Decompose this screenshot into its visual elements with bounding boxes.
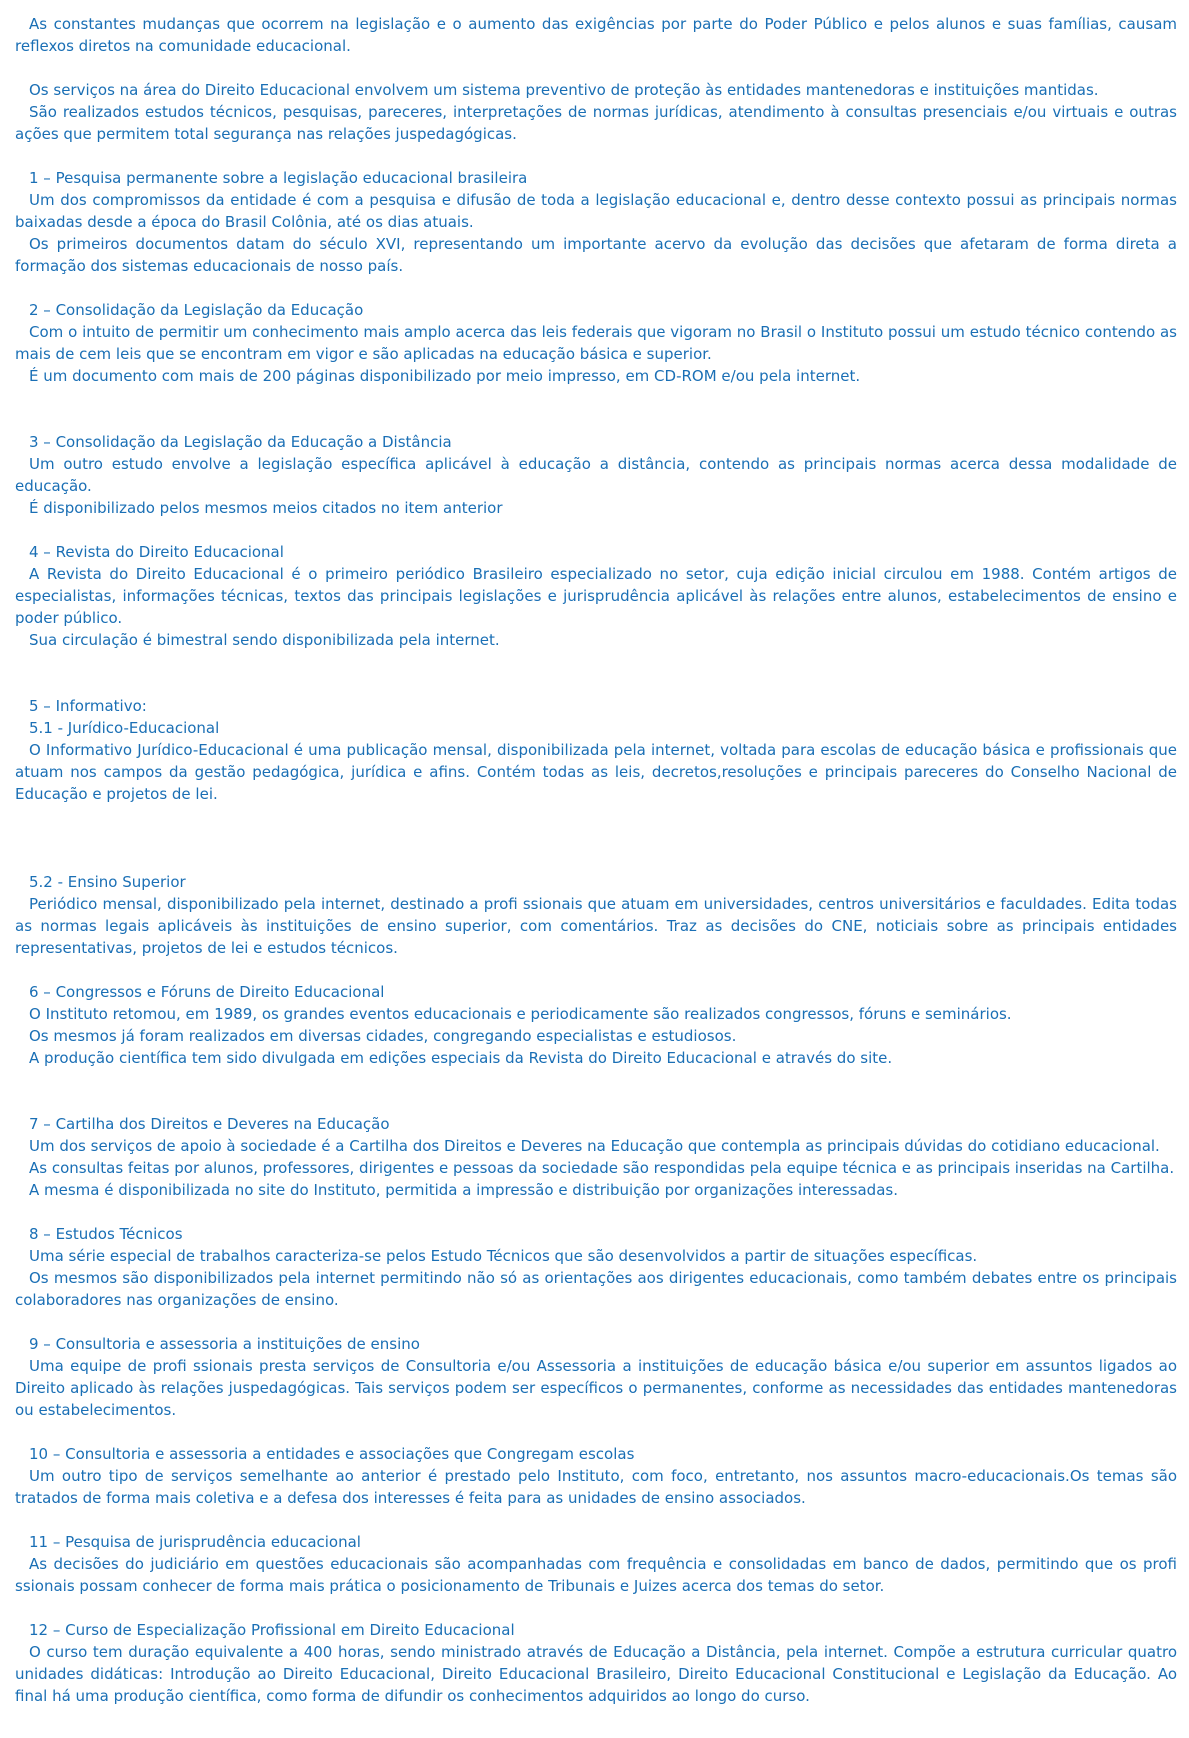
section-7-title: 7 – Cartilha dos Direitos e Deveres na Educação — [29, 1115, 390, 1133]
section-5-1-title: 5.1 - Jurídico-Educacional — [29, 719, 220, 737]
section-10-paragraph-1: Um outro tipo de serviços semelhante ao anterior é prestado pelo Instituto, com foco, entretanto, nos assuntos macro-educacionais.Os temas são tratados de forma mais coletiva e a defesa dos interesses é feita para as unidades de ensino associados. — [15, 1467, 1177, 1507]
section-1-paragraph-1: Um dos compromissos da entidade é com a pesquisa e difusão de toda a legislação educacional e, dentro desse contexto possui as principais normas baixadas desde a época do Brasil Colônia, até os dias atuais. — [15, 191, 1177, 231]
section-5-2-paragraph-1: Periódico mensal, disponibilizado pela internet, destinado a profi ssionais que atuam em universidades, centros universitários e faculdades. Edita todas as normas legais aplicáveis às instituições de ensino superior, com comentários. Traz as decisões do CNE, noticiais sobre as principais entidades representativas, projetos de lei e estudos técnicos. — [15, 895, 1177, 957]
section-9-title: 9 – Consultoria e assessoria a instituições de ensino — [29, 1335, 420, 1353]
section-7-paragraph-1: Um dos serviços de apoio à sociedade é a Cartilha dos Direitos e Deveres na Educação que contempla as principais dúvidas do cotidiano educacional. — [29, 1137, 1160, 1155]
section-3-paragraph-2: É disponibilizado pelos mesmos meios citados no item anterior — [29, 499, 503, 517]
section-5-1-paragraph-1: O Informativo Jurídico-Educacional é uma publicação mensal, disponibilizada pela internet, voltada para escolas de educação básica e profissionais que atuam nos campos da gestão pedagógica, jurídica e afins. Contém todas as leis, decretos,resoluções e principais pareceres do Conselho Nacional de Educação e projetos de lei. — [15, 741, 1177, 803]
section-6-paragraph-1: O Instituto retomou, em 1989, os grandes eventos educacionais e periodicamente são realizados congressos, fóruns e seminários. — [29, 1005, 1012, 1023]
section-4-paragraph-1: A Revista do Direito Educacional é o primeiro periódico Brasileiro especializado no setor, cuja edição inicial circulou em 1988. Contém artigos de especialistas, informações técnicas, textos das principais legislações e jurisprudência aplicável às relações entre alunos, estabelecimentos de ensino e poder público. — [15, 565, 1177, 627]
intro-paragraph-2: Os serviços na área do Direito Educacional envolvem um sistema preventivo de proteção às entidades mantenedoras e instituições mantidas. — [29, 81, 1099, 99]
section-12-paragraph-1: O curso tem duração equivalente a 400 horas, sendo ministrado através de Educação a Distância, pela internet. Compõe a estrutura curricular quatro unidades didáticas: Introdução ao Direito Educacional, Direito Educacional Brasileiro, Direito Educacional Constitucional e Legislação da Educação. Ao final há uma produção científica, como forma de difundir os conhecimentos adquiridos ao longo do curso. — [15, 1643, 1177, 1705]
intro-paragraph-1: As constantes mudanças que ocorrem na legislação e o aumento das exigências por parte do Poder Público e pelos alunos e suas famílias, causam reflexos diretos na comunidade educacional. — [15, 15, 1177, 55]
section-10-title: 10 – Consultoria e assessoria a entidades e associações que Congregam escolas — [29, 1445, 635, 1463]
section-6-title: 6 – Congressos e Fóruns de Direito Educacional — [29, 983, 385, 1001]
section-8-title: 8 – Estudos Técnicos — [29, 1225, 183, 1243]
section-2-paragraph-1: Com o intuito de permitir um conhecimento mais amplo acerca das leis federais que vigoram no Brasil o Instituto possui um estudo técnico contendo as mais de cem leis que se encontram em vigor e são aplicadas na educação básica e superior. — [15, 323, 1177, 363]
section-11-title: 11 – Pesquisa de jurisprudência educacional — [29, 1533, 361, 1551]
section-9-paragraph-1: Uma equipe de profi ssionais presta serviços de Consultoria e/ou Assessoria a instituições de educação básica e/ou superior em assuntos ligados ao Direito aplicado às relações juspedagógicas. Tais serviços podem ser específicos o permanentes, conforme as necessidades das entidades mantenedoras ou estabelecimentos. — [15, 1357, 1177, 1419]
section-4-title: 4 – Revista do Direito Educacional — [29, 543, 284, 561]
section-3-title: 3 – Consolidação da Legislação da Educação a Distância — [29, 433, 452, 451]
section-8-paragraph-1: Uma série especial de trabalhos caracteriza-se pelos Estudo Técnicos que são desenvolvidos a partir de situações específicas. — [29, 1247, 978, 1265]
section-5-2-title: 5.2 - Ensino Superior — [29, 873, 186, 891]
section-3-paragraph-1: Um outro estudo envolve a legislação específica aplicável à educação a distância, contendo as principais normas acerca dessa modalidade de educação. — [15, 455, 1177, 495]
section-7-paragraph-3: A mesma é disponibilizada no site do Instituto, permitida a impressão e distribuição por organizações interessadas. — [29, 1181, 898, 1199]
section-11-paragraph-1: As decisões do judiciário em questões educacionais são acompanhadas com frequência e consolidadas em banco de dados, permitindo que os profi ssionais possam conhecer de forma mais prática o posicionamento de Tribunais e Juizes acerca dos temas do setor. — [15, 1555, 1177, 1595]
section-7-paragraph-2: As consultas feitas por alunos, professores, dirigentes e pessoas da sociedade são respondidas pela equipe técnica e as principais inseridas na Cartilha. — [29, 1159, 1175, 1177]
section-6-paragraph-2: Os mesmos já foram realizados em diversas cidades, congregando especialistas e estudiosos. — [29, 1027, 737, 1045]
section-6-paragraph-3: A produção científica tem sido divulgada em edições especiais da Revista do Direito Educacional e através do site. — [29, 1049, 893, 1067]
section-2-paragraph-2: É um documento com mais de 200 páginas disponibilizado por meio impresso, em CD-ROM e/ou pela internet. — [29, 367, 861, 385]
section-8-paragraph-2: Os mesmos são disponibilizados pela internet permitindo não só as orientações aos dirigentes educacionais, como também debates entre os principais colaboradores nas organizações de ensino. — [15, 1269, 1177, 1309]
intro-paragraph-3: São realizados estudos técnicos, pesquisas, pareceres, interpretações de normas jurídicas, atendimento à consultas presenciais e/ou virtuais e outras ações que permitem total segurança nas relações juspedagógicas. — [15, 103, 1177, 143]
section-1-paragraph-2: Os primeiros documentos datam do século XVI, representando um importante acervo da evolução das decisões que afetaram de forma direta a formação dos sistemas educacionais de nosso país. — [15, 235, 1177, 275]
section-5-title: 5 – Informativo: — [29, 697, 147, 715]
section-4-paragraph-2: Sua circulação é bimestral sendo disponibilizada pela internet. — [29, 631, 500, 649]
section-2-title: 2 – Consolidação da Legislação da Educação — [29, 301, 364, 319]
section-12-title: 12 – Curso de Especialização Profissional em Direito Educacional — [29, 1621, 515, 1639]
section-1-title: 1 – Pesquisa permanente sobre a legislação educacional brasileira — [29, 169, 528, 187]
